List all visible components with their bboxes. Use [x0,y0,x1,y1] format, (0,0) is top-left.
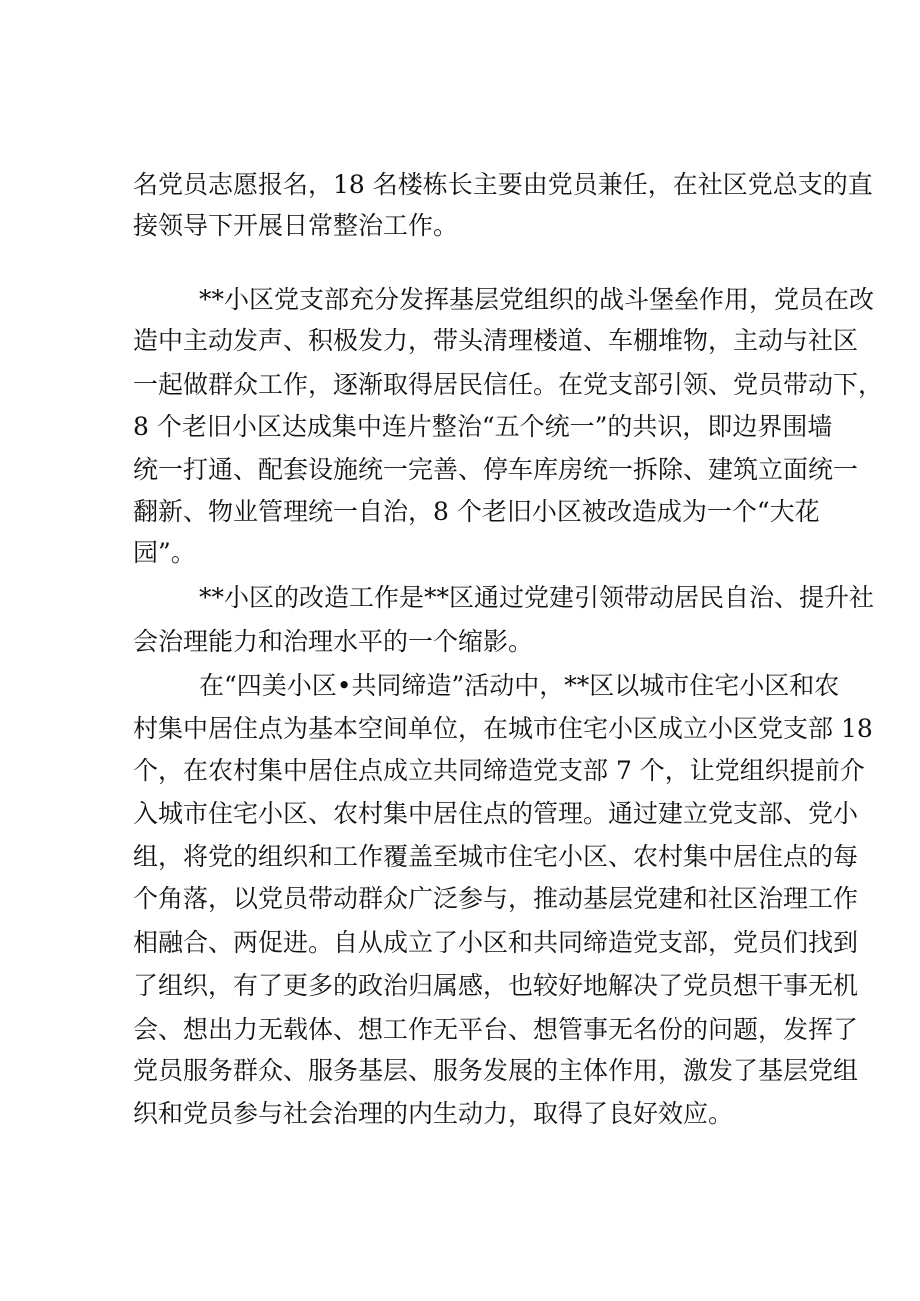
text-line: 相融合、两促进。自从成立了小区和共同缔造党支部，党员们找到 [133,928,859,957]
text-line: 个角落，以党员带动群众广泛参与，推动基层党建和社区治理工作 [133,884,859,913]
text-line: 接领导下开展日常整治工作。 [133,211,459,240]
text-line: 组，将党的组织和工作覆盖至城市住宅小区、农村集中居住点的每 [133,842,859,871]
text-line: **小区党支部充分发挥基层党组织的战斗堡垒作用，党员在改 [199,285,875,314]
text-line: 一起做群众工作，逐渐取得居民信任。在党支部引领、党员带动下， [133,370,884,399]
text-line: 园”。 [133,538,196,567]
text-line: 入城市住宅小区、农村集中居住点的管理。通过建立党支部、党小 [133,799,859,828]
text-line: 个，在农村集中居住点成立共同缔造党支部 7 个，让党组织提前介 [133,756,865,785]
text-line: 村集中居住点为基本空间单位，在城市住宅小区成立小区党支部 18 [133,714,873,743]
text-line: 在“四美小区•共同缔造”活动中，**区以城市住宅小区和农 [199,671,840,700]
text-line: 造中主动发声、积极发力，带头清理楼道、车棚堆物，主动与社区 [133,326,859,355]
text-line: 织和党员参与社会治理的内生动力，取得了良好效应。 [133,1099,734,1128]
text-line: 8 个老旧小区达成集中连片整治“五个统一”的共识，即边界围墙 [133,412,833,441]
text-line: 了组织，有了更多的政治归属感，也较好地解决了党员想干事无机 [133,971,859,1000]
text-line: 党员服务群众、服务基层、服务发展的主体作用，激发了基层党组 [133,1056,859,1085]
text-line: 统一打通、配套设施统一完善、停车库房统一拆除、建筑立面统一 [133,455,859,484]
text-line: 翻新、物业管理统一自治，8 个老旧小区被改造成为一个“大花 [133,497,820,526]
text-line: 名党员志愿报名，18 名楼栋长主要由党员兼任，在社区党总支的直 [133,170,873,199]
text-line: 会治理能力和治理水平的一个缩影。 [133,627,534,656]
text-line: **小区的改造工作是**区通过党建引领带动居民自治、提升社 [199,583,875,612]
text-line: 会、想出力无载体、想工作无平台、想管事无名份的问题，发挥了 [133,1015,859,1044]
